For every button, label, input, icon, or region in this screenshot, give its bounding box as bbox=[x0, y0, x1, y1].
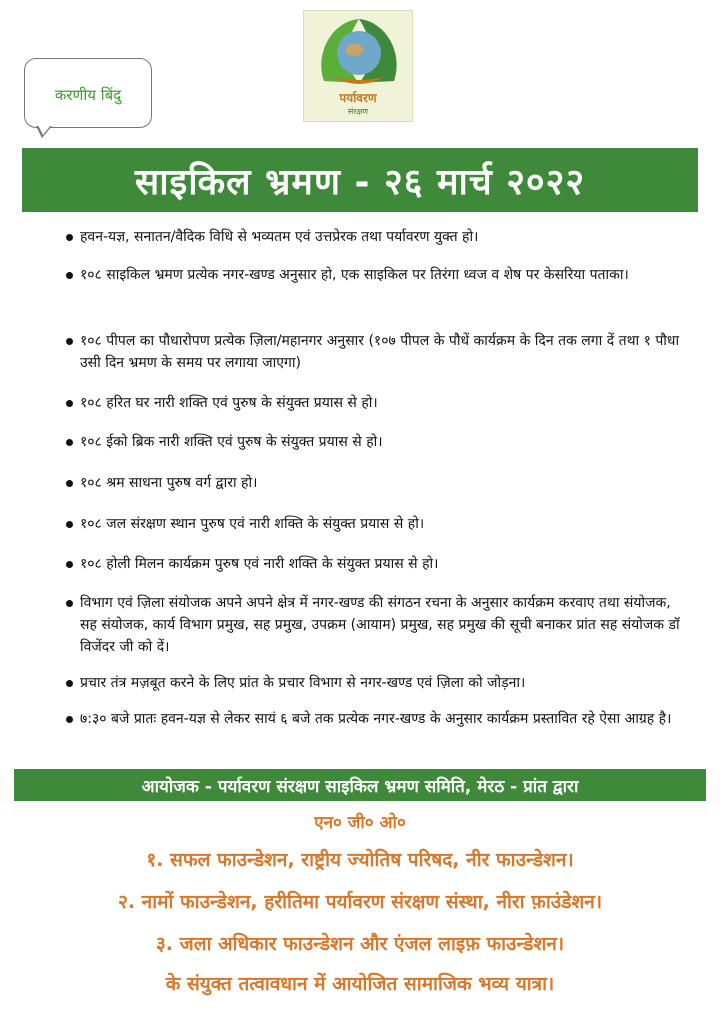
bullet-icon bbox=[66, 600, 73, 607]
ngo-line: ३. जला अधिकार फाउन्डेशन और एंजल लाइफ़ फाउन्डेशन। bbox=[155, 933, 565, 955]
point-text: १०८ हरित घर नारी शक्ति एवं पुरुष के संयुक्त प्रयास से हो। bbox=[80, 395, 378, 411]
logo-name: पर्यावरण bbox=[339, 91, 377, 105]
organizer-banner bbox=[14, 769, 706, 801]
list-item bbox=[66, 708, 686, 730]
list-item bbox=[66, 672, 686, 694]
point-text: प्रचार तंत्र मज़बूत करने के लिए प्रांत के प्रचार विभाग से नगर-खण्ड एवं ज़िला को जोड़ना। bbox=[80, 675, 526, 691]
list-item bbox=[66, 226, 686, 248]
point-text: १०८ साइकिल भ्रमण प्रत्येक नगर-खण्ड अनुसार हो, एक साइकिल पर तिरंगा ध्वज व शेष पर केसरिया पताका। bbox=[80, 267, 629, 283]
callout-label: करणीय बिंदु bbox=[54, 86, 122, 104]
bullet-icon bbox=[66, 272, 73, 279]
bullet-icon bbox=[66, 680, 73, 687]
bullet-icon bbox=[66, 439, 73, 446]
ngo-line: १. सफल फाउन्डेशन, राष्ट्रीय ज्योतिष परिषद, नीर फाउन्डेशन। bbox=[146, 849, 574, 871]
bullet-icon bbox=[66, 400, 73, 407]
callout-tail-fill bbox=[38, 125, 51, 135]
point-text: १०८ ईको ब्रिक नारी शक्ति एवं पुरुष के संयुक्त प्रयास से हो। bbox=[80, 434, 383, 450]
list-item bbox=[66, 264, 686, 286]
point-text: १०८ पीपल का पौधारोपण प्रत्येक ज़िला/महानगर अनुसार (१०७ पीपल के पौधें कार्यक्रम के दिन तक लगा दें तथा १ पौधा उसी दिन भ्रमण के समय पर लगाया जाएगा) bbox=[80, 333, 680, 371]
bullet-icon bbox=[66, 716, 73, 723]
ngo-line: के संयुक्त तत्वावधान में आयोजित सामाजिक भव्य यात्रा। bbox=[165, 973, 555, 995]
point-text: १०८ होली मिलन कार्यक्रम पुरुष एवं नारी शक्ति के संयुक्त प्रयास से हो। bbox=[80, 556, 439, 572]
list-item bbox=[66, 513, 686, 535]
point-text: १०८ जल संरक्षण स्थान पुरुष एवं नारी शक्ति के संयुक्त प्रयास से हो। bbox=[80, 516, 425, 532]
point-text: १०८ श्रम साधना पुरुष वर्ग द्वारा हो। bbox=[80, 475, 258, 491]
point-text: विभाग एवं ज़िला संयोजक अपने अपने क्षेत्र में नगर-खण्ड की संगठन रचना के अनुसार कार्यक्रम करवाए तथा संयोजक, सह संयोजक, कार्य विभाग प्रमुख, सह प्रमुख, उपक्रम (आयाम) प्रमुख, सह प्रमुख की सूची बनाकर प्रांत सह संयोजक डॉ विजेंदर जी को दें। bbox=[80, 595, 680, 655]
title-banner bbox=[22, 148, 698, 212]
ngo-line: २. नामों फाउन्डेशन, हरीतिमा पर्यावरण संरक्षण संस्था, नीरा फ़ाउंडेशन। bbox=[117, 891, 603, 913]
bullet-icon bbox=[66, 338, 73, 345]
bullet-icon bbox=[66, 521, 73, 528]
list-item bbox=[66, 553, 686, 575]
list-item bbox=[66, 431, 686, 453]
list-item bbox=[66, 472, 686, 494]
logo-subtitle: संरक्षण bbox=[347, 107, 369, 116]
list-item bbox=[66, 592, 686, 658]
callout-box bbox=[24, 58, 152, 128]
organizer-text: आयोजक - पर्यावरण संरक्षण साइकिल भ्रमण समिति, मेरठ - प्रांत द्वारा bbox=[141, 776, 579, 797]
ngo-heading: एन० जी० ओ० bbox=[314, 813, 406, 833]
point-text: हवन-यज्ञ, सनातन/वैदिक विधि से भव्यतम एवं उत्तप्रेरक तथा पर्यावरण युक्त हो। bbox=[80, 229, 479, 245]
bullet-icon bbox=[66, 234, 73, 241]
point-text: ७:३० बजे प्रातः हवन-यज्ञ से लेकर सायं ६ बजे तक प्रत्येक नगर-खण्ड के अनुसार कार्यक्रम प्रस्तावित रहे ऐसा आग्रह है। bbox=[80, 711, 672, 727]
list-item bbox=[66, 392, 686, 414]
bullet-icon bbox=[66, 561, 73, 568]
page-title: साइकिल भ्रमण - २६ मार्च २०२२ bbox=[134, 161, 586, 203]
list-item bbox=[66, 330, 686, 374]
logo bbox=[303, 10, 413, 122]
bullet-icon bbox=[66, 480, 73, 487]
